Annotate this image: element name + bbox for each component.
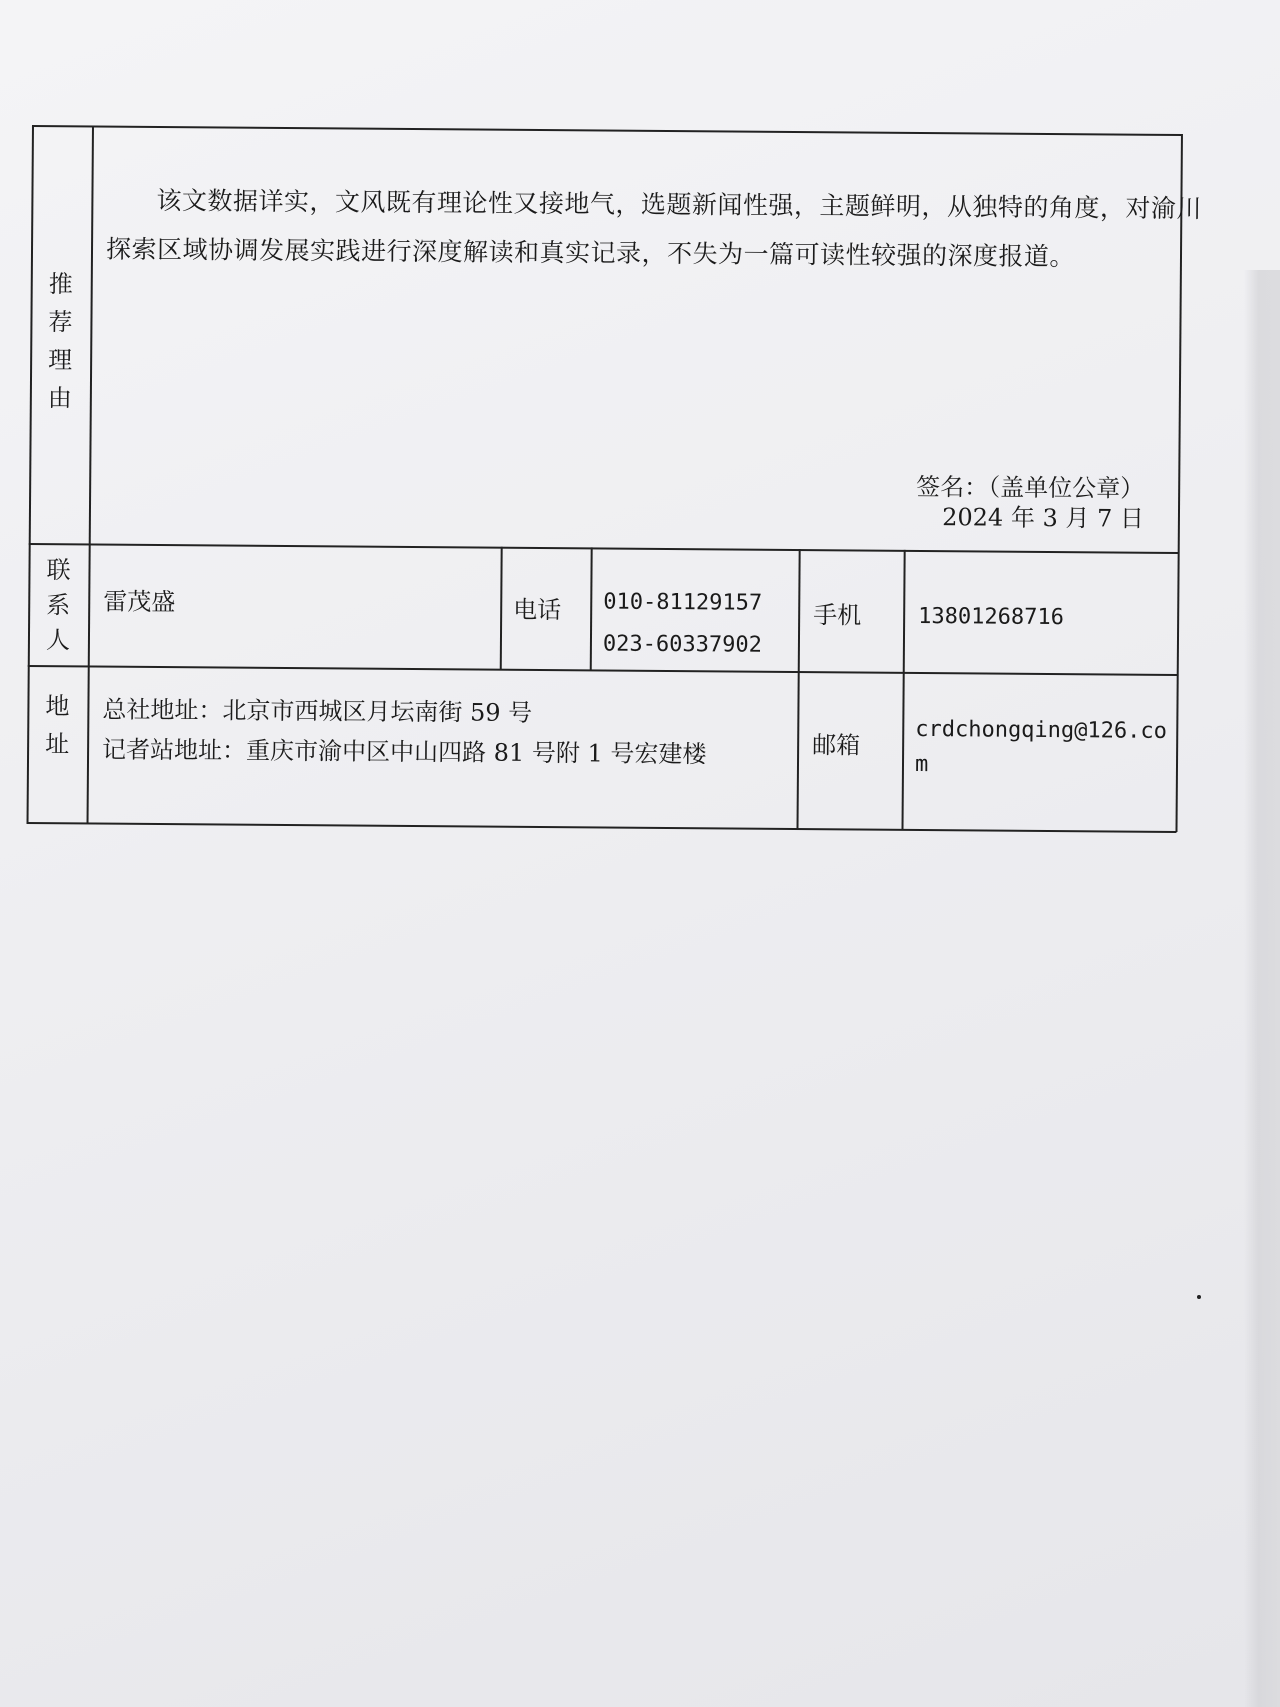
reason-label-char: 理: [48, 346, 73, 375]
border-top: [32, 125, 1182, 136]
address-label: [27, 687, 88, 763]
email-line-1: crdchongqing@126.co: [915, 716, 1168, 744]
border-row2-bottom: [28, 665, 1178, 676]
phone-number-2: 023-60337902: [602, 631, 762, 658]
mobile-number: 13801268716: [918, 603, 1064, 631]
mobile-label: 手机: [813, 601, 862, 630]
paper-edge-shadow: [1244, 270, 1280, 1707]
contact-label-char: 联: [46, 556, 71, 585]
signature-block: [916, 472, 1144, 534]
address-label-char: 址: [45, 730, 70, 759]
reason-label-char: 由: [47, 384, 72, 413]
border-label-col: [87, 125, 94, 823]
signature-date: 2024 年 3 月 7 日: [942, 503, 1145, 533]
contact-label-char: 系: [46, 591, 71, 620]
border-row1-bottom: [29, 543, 1179, 554]
border-mobile-col: [901, 550, 905, 830]
reason-label-char: 推: [48, 270, 73, 299]
contact-label: [28, 553, 89, 658]
border-bottom: [27, 822, 1177, 833]
phone-number-1: 010-81129157: [603, 589, 763, 616]
email-label: 邮箱: [812, 731, 861, 760]
border-phone-col: [590, 547, 593, 670]
email-line-2: m: [914, 751, 929, 778]
border-phone-value-col: [796, 549, 800, 829]
contact-name: 雷茂盛: [103, 587, 176, 617]
phone-label: 电话: [513, 595, 562, 625]
border-name-col: [500, 547, 503, 670]
ink-dot: [1197, 1295, 1201, 1299]
hq-address: 总社地址：北京市西城区月坛南街 59 号: [102, 695, 533, 727]
reason-label-char: 荐: [48, 308, 73, 337]
station-address: 记者站地址：重庆市渝中区中山四路 81 号附 1 号宏建楼: [101, 735, 707, 769]
contact-label-char: 人: [45, 626, 71, 655]
recommendation-form-table: [27, 125, 1203, 834]
address-label-char: 地: [45, 692, 70, 721]
reason-text: 该文数据详实，文风既有理论性又接地气，选题新闻性强，主题鲜明，从独特的角度，对渝川探索区域协调发展实践进行深度解读和真实记录，不失为一篇可读性较强的深度报道。: [105, 185, 1203, 272]
reason-label: [30, 265, 91, 417]
signature-line: 签名：（盖单位公章）: [916, 472, 1145, 503]
